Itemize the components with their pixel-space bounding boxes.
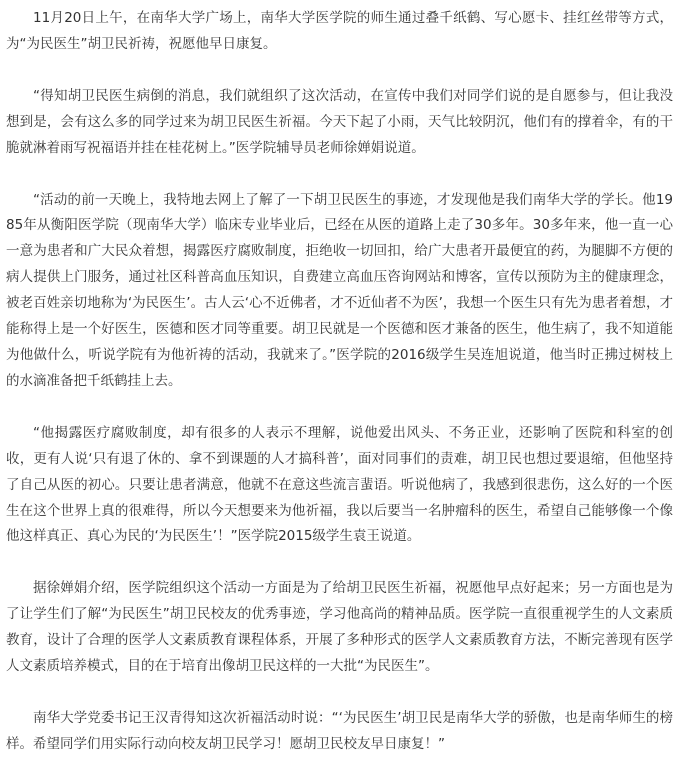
paragraph-intro: 11月20日上午，在南华大学广场上，南华大学医学院的师生通过叠千纸鹤、写心愿卡、挂红丝带等方式，为“为民医生”胡卫民祈祷，祝愿他早日康复。: [6, 10, 673, 52]
paragraph-student-wu-quote: “活动的前一天晚上，我特地去网上了解了一下胡卫民医生的事迹，才发现他是我们南华大学的学长。他1985年从衡阳医学院（现南华大学）临床专业毕业后，已经在从医的道路上走了30多年。30多年来，他一直一心一意为患者和广大民众着想，揭露医疗腐败制度，拒绝收一切回扣，给广大患者开最便宜的药，为腿脚不方便的病人提供上门服务，通过社区科普高血压知识，自费建立高血压咨询网站和博客，宣传以预防为主的健康理念，被老百姓亲切地称为‘为民医生’。古人云‘心不近佛者，才不近仙者不为医’，我想一个医生只有先为患者着想，才能称得上是一个好医生，医德和医才同等重要。胡卫民就是一个医德和医才兼备的医生，他生病了，我不知道能为他做什么，听说学院有为他祈祷的活动，我就来了。”医学院的2016级学生吴连旭说道，他当时正拂过树枝上的水滴准备把千纸鹤挂上去。: [6, 191, 673, 389]
paragraph-student-yuan-quote: “他揭露医疗腐败制度，却有很多的人表示不理解，说他爱出风头、不务正业，还影响了医院和科室的创收，更有人说‘只有退了休的、拿不到课题的人才搞科普’，面对同事们的责难，胡卫民也想过要退缩，但他坚持了自己从医的初心。只要让患者满意，他就不在意这些流言蜚语。听说他病了，我感到很悲伤，这么好的一个医生在这个世界上真的很难得，所以今天想要来为他祈福，我以后要当一名肿瘤科的医生，希望自己能够像一个像他这样真正、真心为民的‘为民医生’！”医学院2015级学生袁王说道。: [6, 424, 673, 545]
paragraph-activity-purpose: 据徐婵娟介绍，医学院组织这个活动一方面是为了给胡卫民医生祈福，祝愿他早点好起来；另一方面也是为了让学生们了解“为民医生”胡卫民校友的优秀事迹，学习他高尚的精神品质。医学院一直很重视学生的人文素质教育，设计了合理的医学人文素质教育课程体系，开展了多种形式的医学人文素质教育方法，不断完善现有医学人文素质培养模式，目的在于培育出像胡卫民这样的一大批“为民医生”。: [6, 580, 673, 675]
paragraph-secretary-quote: 南华大学党委书记王汉青得知这次祈福活动时说：“‘为民医生’胡卫民是南华大学的骄傲，也是南华师生的榜样。希望同学们用实际行动向校友胡卫民学习！愿胡卫民校友早日康复！”: [6, 709, 673, 752]
paragraph-counselor-quote: “得知胡卫民医生病倒的消息，我们就组织了这次活动，在宣传中我们对同学们说的是自愿参与，但让我没想到是，会有这么多的同学过来为胡卫民医生祈福。今天下起了小雨，天气比较阴沉，他们有的撑着伞，有的干脆就淋着雨写祝福语并挂在桂花树上。”医学院辅导员老师徐婵娟说道。: [6, 87, 673, 156]
